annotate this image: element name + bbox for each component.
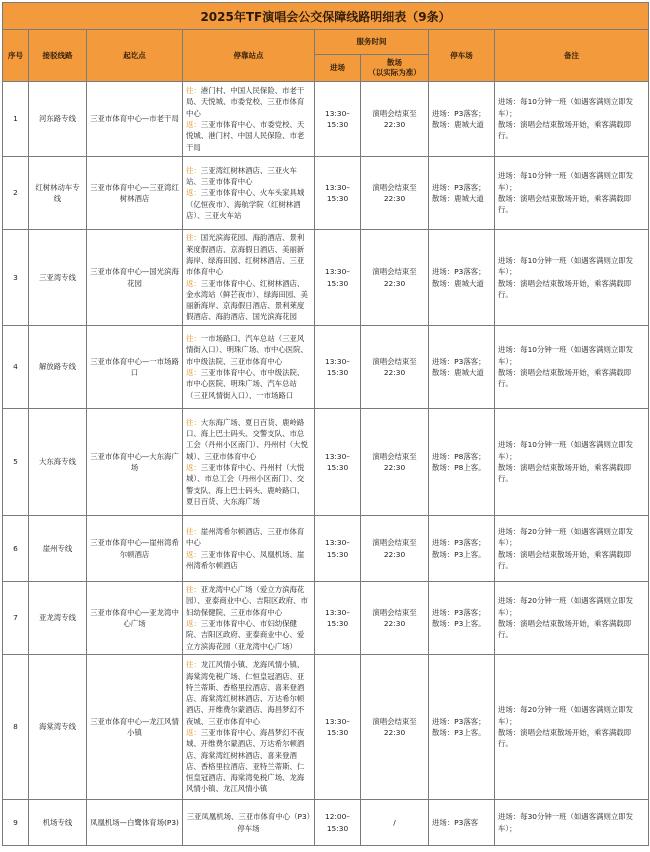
row-number: 2 — [3, 157, 29, 230]
table-row — [3, 409, 649, 516]
parking-depart: 进场：P3落客； — [432, 538, 486, 548]
table-row — [3, 326, 649, 409]
table-row — [3, 655, 649, 800]
stops-back — [186, 618, 311, 652]
go-label: 往： — [186, 233, 201, 243]
stops-go — [186, 165, 311, 188]
parking-cell — [429, 516, 495, 582]
parking-return: 散场：P3上客。 — [432, 549, 486, 559]
go-label: 往： — [186, 165, 201, 175]
parking-depart: 进场：P3落客 — [432, 817, 479, 827]
stops-back — [186, 727, 311, 795]
header-stops: 停靠站点 — [183, 30, 315, 82]
note-return: 散场：演唱会结束散场开始，乘客满载即行。 — [498, 368, 632, 389]
route-name: 三亚湾专线 — [29, 230, 87, 326]
stops-cell — [183, 82, 315, 157]
parking-return: 散场：P8上客。 — [432, 463, 486, 472]
note-depart: 进场：每20分钟一班（如遇客满则立即发车）； — [498, 596, 634, 617]
stops-go-text: 亚龙湾中心广场（爱立方滨海花园）、亚泰商业中心、吉阳区政府、市妇幼保健院、三亚市体育中心 — [186, 585, 308, 617]
route-table — [2, 2, 649, 846]
route-name: 亚龙湾专线 — [29, 582, 87, 655]
route-endpoints: 三亚市体育中心—大东海广场 — [87, 409, 183, 516]
stops-back — [186, 462, 311, 507]
return-time: 演唱会结束至22:30 — [361, 326, 429, 409]
stops-go — [186, 526, 311, 549]
table-row — [3, 82, 649, 157]
stops-back-text: 三亚市体育中心、海昌梦幻不夜城、开维费尔蒙酒店、万达希尔顿酒店、海棠湾红树林酒店、喜来登酒店、香格里拉酒店、亚特兰蒂斯、仁恒皇冠酒店、海棠湾免税广场、龙海风情小镇、龙江风情小镇 — [186, 728, 305, 794]
notes-cell — [495, 582, 649, 655]
stops-go — [186, 85, 311, 119]
header-parking: 停车场 — [429, 30, 495, 82]
return-time: 演唱会结束至22:30 — [361, 409, 429, 516]
depart-time: 13:30–15:30 — [315, 230, 361, 326]
go-label: 往： — [186, 585, 201, 595]
stops-cell — [183, 516, 315, 582]
back-label: 返： — [186, 368, 201, 377]
parking-return: 散场：鹿城大道 — [432, 194, 484, 203]
route-endpoints: 三亚市体育中心—崖州湾希尔顿酒店 — [87, 516, 183, 582]
route-name: 红树林动车专线 — [29, 157, 87, 230]
note-return: 散场：演唱会结束散场开始，乘客满载即行。 — [498, 728, 632, 749]
stops-go — [186, 417, 311, 462]
stops-go-text: 崖州湾希尔顿酒店、三亚市体育中心 — [186, 526, 305, 548]
stops-back — [186, 119, 311, 153]
stops-back-text: 三亚市体育中心、丹州村（大悦城）、市总工会（丹州小区南门）、交警支队、海上巴士码头、鹿岭路口、夏日百货、大东海广场 — [186, 463, 305, 506]
stops-cell — [183, 582, 315, 655]
depart-time: 13:30–15:30 — [315, 157, 361, 230]
parking-return: 散场：鹿城大道 — [432, 368, 484, 377]
stops-cell — [183, 157, 315, 230]
route-name: 大东海专线 — [29, 409, 87, 516]
note-return: 散场：演唱会结束散场开始，乘客满载即行。 — [498, 120, 632, 141]
parking-depart: 进场：P3落客； — [432, 716, 486, 726]
header-notes: 备注 — [495, 30, 649, 82]
back-label: 返： — [186, 549, 201, 559]
go-label: 往： — [186, 660, 201, 670]
parking-return: 散场：鹿城大道 — [432, 278, 484, 288]
depart-time: 13:30–15:30 — [315, 516, 361, 582]
notes-cell — [495, 409, 649, 516]
return-time: 演唱会结束至22:30 — [361, 582, 429, 655]
stops-go — [186, 333, 311, 367]
route-name: 解放路专线 — [29, 326, 87, 409]
note-depart: 进场：每20分钟一班（如遇客满则立即发车）； — [498, 705, 634, 726]
note-return: 散场：演唱会结束散场开始，乘客满载即行。 — [498, 278, 632, 299]
notes-cell — [495, 157, 649, 230]
return-time: 演唱会结束至22:30 — [361, 516, 429, 582]
stops-cell — [183, 409, 315, 516]
depart-time: 13:30–15:30 — [315, 409, 361, 516]
route-endpoints: 三亚市体育中心—国光滨海花园 — [87, 230, 183, 326]
parking-depart: 进场：P8落客； — [432, 451, 486, 461]
table-row — [3, 516, 649, 582]
note-return: 散场：演唱会结束散场开始，乘客满载即行。 — [498, 549, 632, 570]
row-number: 4 — [3, 326, 29, 409]
header-service-time: 服务时间 — [315, 30, 429, 55]
table-row — [3, 800, 649, 846]
back-label: 返： — [186, 619, 201, 628]
table-row — [3, 157, 649, 230]
route-name: 海棠湾专线 — [29, 655, 87, 800]
depart-time: 13:30–15:30 — [315, 582, 361, 655]
note-depart: 进场：每30分钟一班（如遇客满则立即发车）； — [498, 812, 634, 833]
parking-cell — [429, 230, 495, 326]
back-label: 返： — [186, 120, 201, 129]
row-number: 9 — [3, 800, 29, 846]
depart-time: 13:30–15:30 — [315, 326, 361, 409]
stops-back — [186, 367, 311, 401]
stops-back-text: 三亚市体育中心、凤凰机场、崖州湾希尔顿酒店 — [186, 549, 305, 570]
stops-go-text: 一市场路口、汽车总站（三亚风情街入口）、明珠广场、市中心医院、市中级法院、三亚市体育中心 — [186, 334, 308, 366]
stops-go-text: 港门村、中国人民保险、市老干局、天悦城、市委党校、三亚市体育中心 — [186, 86, 305, 118]
route-endpoints: 三亚市体育中心—龙江风情小镇 — [87, 655, 183, 800]
parking-return: 散场：P3上客。 — [432, 619, 486, 628]
row-number: 3 — [3, 230, 29, 326]
stops-back-text: 三亚市体育中心、市妇幼保健院、吉阳区政府、亚泰商业中心、爱立方滨海花园（亚龙湾中心广场） — [186, 619, 305, 651]
back-label: 返： — [186, 463, 201, 472]
stops-back-text: 三亚市体育中心、红树林酒店、金水湾站（鲜芒夜市）、绿海田园、美丽新海岸、京海假日酒店、景利莱度假酒店、海韵酒店、国光滨海花园 — [186, 278, 308, 322]
stops-back — [186, 549, 311, 572]
parking-depart: 进场：P3落客； — [432, 267, 486, 277]
stops-back — [186, 278, 311, 323]
route-endpoints: 三亚市体育中心—亚龙湾中心广场 — [87, 582, 183, 655]
header-route: 接驳线路 — [29, 30, 87, 82]
depart-time: 13:30–15:30 — [315, 655, 361, 800]
stops-cell: 三亚凤凰机场、三亚市体育中心（P3）停车场 — [183, 800, 315, 846]
back-label: 返： — [186, 728, 201, 737]
depart-time: 12:00–15:30 — [315, 800, 361, 846]
row-number: 7 — [3, 582, 29, 655]
note-return: 散场：演唱会结束散场开始，乘客满载即行。 — [498, 463, 632, 484]
row-number: 8 — [3, 655, 29, 800]
stops-back-text: 三亚市体育中心、市委党校、天悦城、港门村、中国人民保险、市老干局 — [186, 120, 305, 152]
go-label: 往： — [186, 334, 201, 344]
row-number: 5 — [3, 409, 29, 516]
stops-back — [186, 187, 311, 221]
header-endpoints: 起讫点 — [87, 30, 183, 82]
depart-time: 13:30–15:30 — [315, 82, 361, 157]
notes-cell — [495, 516, 649, 582]
return-time: 演唱会结束至22:30 — [361, 82, 429, 157]
parking-cell — [429, 326, 495, 409]
back-label: 返： — [186, 188, 201, 198]
note-depart: 进场：每10分钟一班（如遇客满则立即发车）； — [498, 171, 634, 192]
note-depart: 进场：每20分钟一班（如遇客满则立即发车）； — [498, 526, 634, 548]
go-label: 往： — [186, 526, 201, 536]
route-endpoints: 三亚市体育中心—市老干局 — [87, 82, 183, 157]
return-time: / — [361, 800, 429, 846]
stops-go-text: 三亚湾红树林酒店、三亚火车站、三亚市体育中心 — [186, 165, 297, 187]
stops-go-text: 大东海广场、夏日百货、鹿岭路口、海上巴士码头、交警支队、市总工会（丹州小区南门）、丹州村（大悦城）、三亚市体育中心 — [186, 417, 308, 461]
row-number: 6 — [3, 516, 29, 582]
stops-go — [186, 232, 311, 277]
stops-go — [186, 659, 311, 727]
notes-cell — [495, 82, 649, 157]
table-title: 2025年TF演唱会公交保障线路明细表（9条） — [3, 3, 649, 30]
header-return — [361, 55, 429, 82]
note-depart: 进场：每10分钟一班（如遇客满则立即发车）； — [498, 97, 634, 118]
header-depart: 进场 — [315, 55, 361, 82]
notes-cell — [495, 326, 649, 409]
return-time: 演唱会结束至22:30 — [361, 157, 429, 230]
stops-go-text: 国光滨海花园、海韵酒店、景利莱度假酒店、京海假日酒店、美丽新海岸、绿海田园、红树林酒店、三亚市体育中心 — [186, 233, 305, 277]
header-return-line2: （以实际为准） — [368, 68, 421, 77]
parking-cell — [429, 157, 495, 230]
route-name: 河东路专线 — [29, 82, 87, 157]
return-time: 演唱会结束至22:30 — [361, 230, 429, 326]
stops-back-text: 三亚市体育中心、火车头家具城（亿恒夜市）、海航学院（红树林酒店）、三亚火车站 — [186, 188, 305, 220]
note-depart: 进场：每10分钟一班（如遇客满则立即发车）； — [498, 345, 634, 366]
notes-cell — [495, 230, 649, 326]
return-time: 演唱会结束至22:30 — [361, 655, 429, 800]
parking-depart: 进场：P3落客； — [432, 182, 486, 192]
parking-cell — [429, 582, 495, 655]
parking-depart: 进场：P3落客； — [432, 356, 486, 366]
stops-go-text: 龙江风情小镇、龙海风情小镇、海棠湾免税广场、仁恒皇冠酒店、亚特兰蒂斯、香格里拉酒店、喜来登酒店、海棠湾红树林酒店、万达希尔顿酒店、开维费尔蒙酒店、海昌梦幻不夜城、三亚市体育中心 — [186, 660, 305, 726]
note-depart: 进场：每10分钟一班（如遇客满则立即发车）； — [498, 255, 634, 277]
route-endpoints: 三亚市体育中心—三亚湾红树林酒店 — [87, 157, 183, 230]
parking-cell — [429, 655, 495, 800]
parking-cell — [429, 82, 495, 157]
parking-depart: 进场：P3落客； — [432, 607, 486, 617]
parking-return: 散场：鹿城大道 — [432, 120, 484, 129]
table-body — [3, 82, 649, 846]
parking-cell — [429, 409, 495, 516]
notes-cell — [495, 800, 649, 846]
header-no: 序号 — [3, 30, 29, 82]
note-depart: 进场：每10分钟一班（如遇客满则立即发车）； — [498, 440, 634, 461]
go-label: 往： — [186, 86, 201, 96]
note-return: 散场：演唱会结束散场开始，乘客满载即行。 — [498, 194, 632, 215]
note-return: 散场：演唱会结束散场开始，乘客满载即行。 — [498, 619, 632, 640]
route-endpoints: 凤凰机场—白鹭体育场(P3) — [87, 800, 183, 846]
stops-cell — [183, 326, 315, 409]
parking-depart: 进场：P3落客； — [432, 108, 486, 118]
parking-return: 散场：P3上客。 — [432, 728, 486, 737]
route-name: 崖州专线 — [29, 516, 87, 582]
route-table-sheet — [2, 2, 648, 846]
stops-back-text: 三亚市体育中心、市中级法院、市中心医院、明珠广场、汽车总站（三亚风情街入口）、一市场路口 — [186, 368, 305, 400]
back-label: 返： — [186, 278, 201, 288]
stops-cell — [183, 230, 315, 326]
go-label: 往： — [186, 417, 201, 427]
route-endpoints: 三亚市体育中心—一市场路口 — [87, 326, 183, 409]
stops-go — [186, 584, 311, 618]
table-row — [3, 582, 649, 655]
route-name: 机场专线 — [29, 800, 87, 846]
parking-cell — [429, 800, 495, 846]
table-row — [3, 230, 649, 326]
header-return-line1: 散场 — [387, 58, 402, 67]
row-number: 1 — [3, 82, 29, 157]
stops-cell — [183, 655, 315, 800]
notes-cell — [495, 655, 649, 800]
